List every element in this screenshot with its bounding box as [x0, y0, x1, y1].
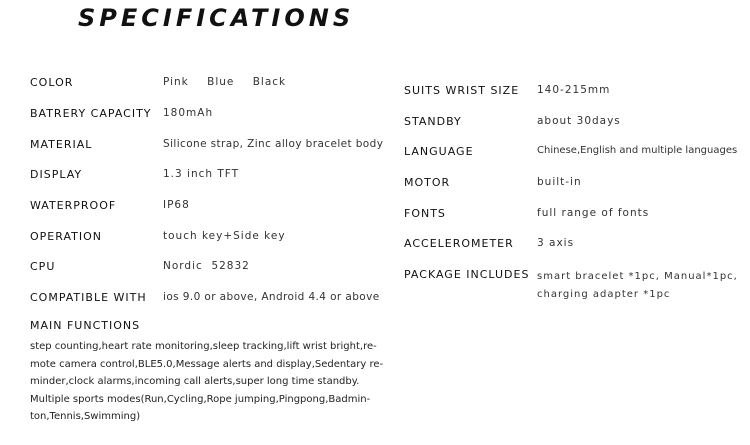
spec-label: WATERPROOF: [30, 199, 117, 212]
spec-value: built-in: [537, 176, 582, 188]
spec-label: DISPLAY: [30, 168, 83, 181]
spec-label: ACCELEROMETER: [404, 237, 514, 250]
spec-label: COMPATIBLE WITH: [30, 291, 147, 304]
spec-value: [537, 268, 738, 304]
color-black: Black: [252, 76, 287, 88]
spec-label: MOTOR: [404, 176, 451, 189]
spec-label: PACKAGE INCLUDES: [404, 268, 530, 281]
spec-value: 3 axis: [537, 237, 575, 249]
color-blue: Blue: [207, 76, 235, 88]
main-functions-line: Multiple sports modes(Run,Cycling,Rope jumping,Pingpong,Badmin-: [30, 393, 371, 405]
spec-value: 140-215mm: [537, 84, 611, 96]
spec-label: COLOR: [30, 76, 74, 89]
spec-value: Chinese,English and multiple languages: [537, 145, 738, 156]
spec-value: Nordic 52832: [163, 260, 250, 272]
main-functions-text: [30, 338, 384, 426]
color-options: [163, 76, 300, 88]
main-functions-line: minder,clock alarms,incoming call alerts,super long time standby.: [30, 376, 360, 387]
spec-label: LANGUAGE: [404, 145, 474, 158]
spec-value: ios 9.0 or above, Android 4.4 or above: [163, 291, 380, 303]
spec-value: 180mAh: [163, 107, 214, 119]
main-functions-line: step counting,heart rate monitoring,sleep tracking,lift wrist bright,re-: [30, 341, 377, 352]
spec-label: STANDBY: [404, 115, 462, 128]
spec-label: OPERATION: [30, 230, 102, 243]
spec-value: Silicone strap, Zinc alloy bracelet body: [163, 138, 384, 150]
color-pink: Pink: [163, 76, 189, 88]
spec-value: full range of fonts: [537, 207, 650, 219]
page-title: SPECIFICATIONS: [78, 4, 355, 32]
spec-label: FONTS: [404, 207, 446, 220]
spec-label: MATERIAL: [30, 138, 93, 151]
spec-value: IP68: [163, 199, 190, 211]
spec-label: CPU: [30, 260, 56, 273]
main-functions-label: MAIN FUNCTIONS: [30, 319, 141, 332]
spec-value: 1.3 inch TFT: [163, 168, 240, 180]
spec-label: BATRERY CAPACITY: [30, 107, 152, 120]
spec-value: touch key+Side key: [163, 230, 286, 242]
main-functions-line: mote camera control,BLE5.0,Message alerts and display,Sedentary re-: [30, 358, 384, 370]
package-line: smart bracelet *1pc, Manual*1pc,: [537, 271, 738, 282]
main-functions-line: ton,Tennis,Swimming): [30, 411, 141, 422]
package-line: charging adapter *1pc: [537, 289, 671, 300]
spec-label: SUITS WRIST SIZE: [404, 84, 520, 97]
spec-value: about 30days: [537, 115, 621, 127]
